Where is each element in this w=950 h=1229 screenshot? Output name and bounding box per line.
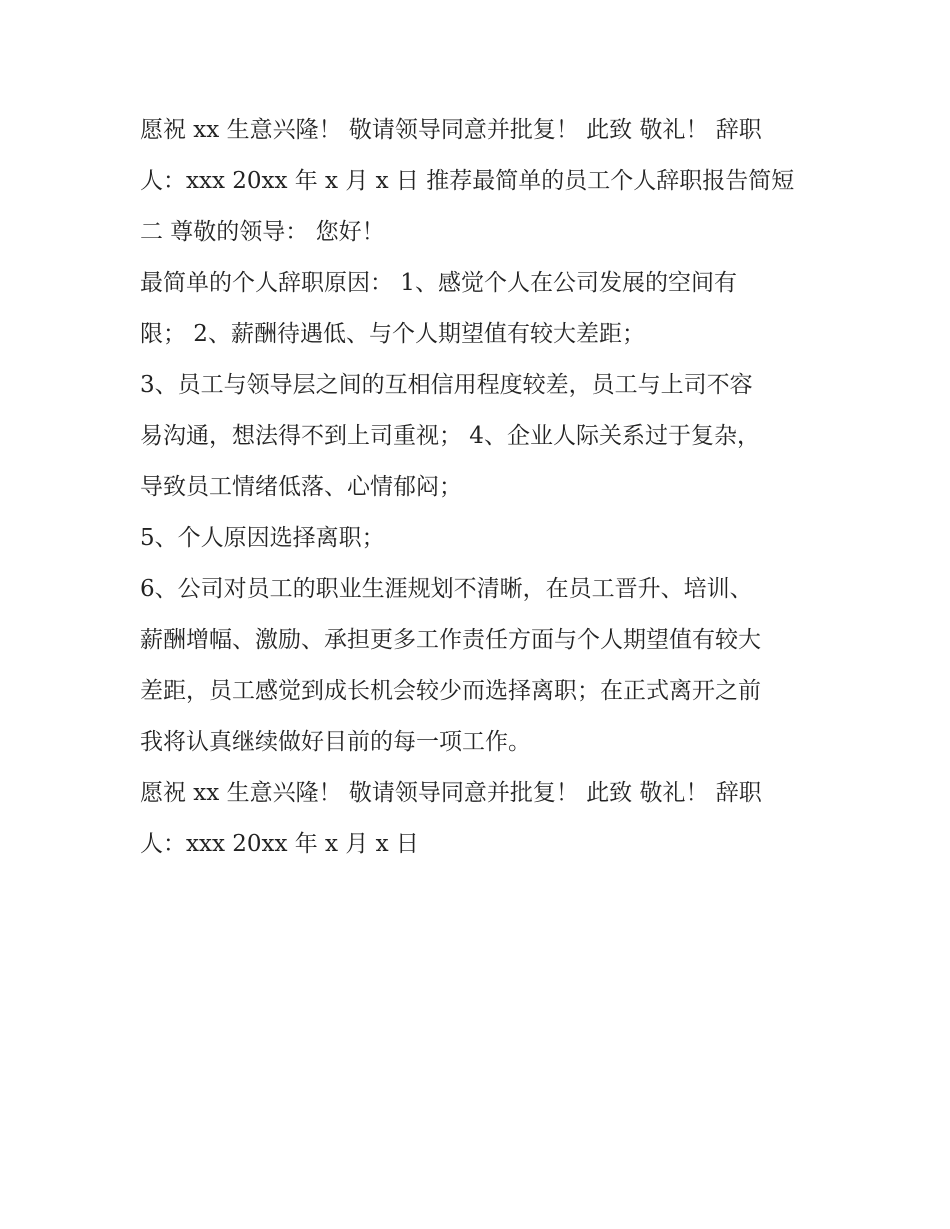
text-line: 易沟通，想法得不到上司重视； 4、企业人际关系过于复杂，: [140, 423, 760, 449]
document-body: [140, 105, 820, 870]
text-line: 愿祝 xx 生意兴隆！ 敬请领导同意并批复！ 此致 敬礼！ 辞职: [140, 117, 762, 143]
text-line: 我将认真继续做好目前的每一项工作。: [140, 729, 531, 755]
text-line: 人：xxx 20xx 年 x 月 x 日: [140, 831, 419, 857]
text-line: 差距，员工感觉到成长机会较少而选择离职；在正式离开之前: [140, 678, 761, 704]
text-line: 5、个人原因选择离职；: [140, 525, 385, 551]
text-line: 最简单的个人辞职原因： 1、感觉个人在公司发展的空间有: [140, 270, 737, 296]
text-line: 愿祝 xx 生意兴隆！ 敬请领导同意并批复！ 此致 敬礼！ 辞职: [140, 780, 762, 806]
text-line: 导致员工情绪低落、心情郁闷；: [140, 474, 462, 500]
text-line: 限； 2、薪酬待遇低、与个人期望值有较大差距；: [140, 321, 645, 347]
text-line: 薪酬增幅、激励、承担更多工作责任方面与个人期望值有较大: [140, 627, 761, 653]
text-line: 二 尊敬的领导： 您好！: [140, 219, 385, 245]
text-line: 人：xxx 20xx 年 x 月 x 日 推荐最简单的员工个人辞职报告简短: [140, 168, 795, 194]
text-line: 3、员工与领导层之间的互相信用程度较差，员工与上司不容: [140, 372, 753, 398]
text-line: 6、公司对员工的职业生涯规划不清晰，在员工晋升、培训、: [140, 576, 753, 602]
